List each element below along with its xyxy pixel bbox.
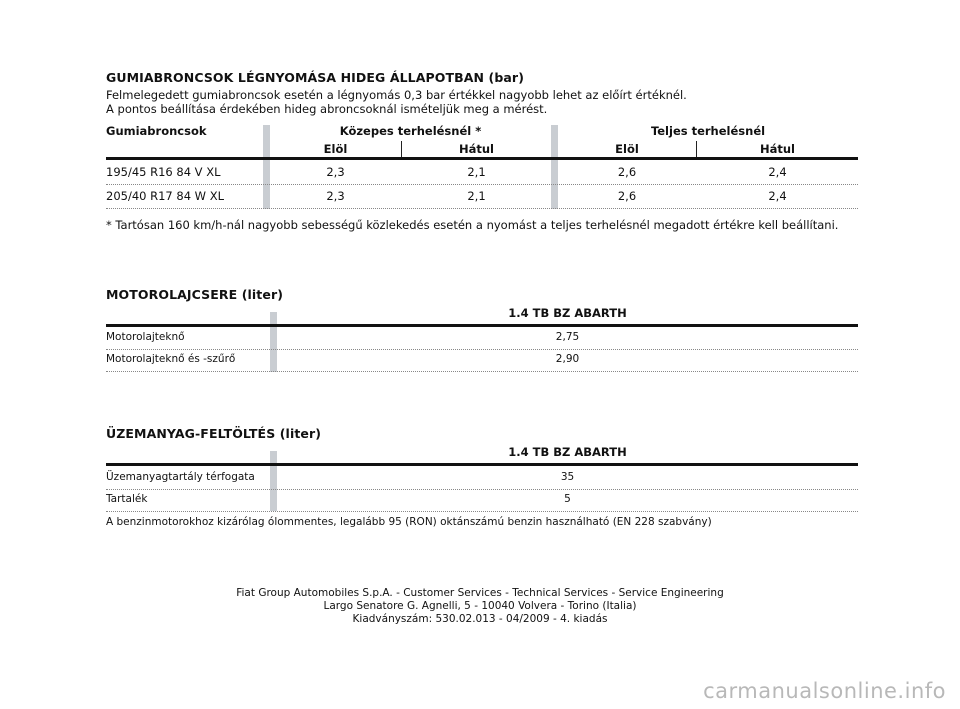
fuel-section-title: ÜZEMANYAG-FELTÖLTÉS (liter): [106, 426, 322, 441]
row-divider: [106, 511, 858, 512]
column-separator: [270, 451, 277, 511]
oil-row-label: Motorolajteknő és -szűrő: [106, 353, 236, 365]
subheader-medium-rear: Hátul: [458, 142, 494, 156]
row-divider: [106, 184, 858, 185]
subheader-medium-front: Elöl: [323, 142, 348, 156]
fuel-row-label: Tartalék: [106, 493, 148, 505]
tire-size-cell: 195/45 R16 84 V XL: [106, 165, 221, 179]
row-divider: [106, 371, 858, 372]
pressure-cell: 2,3: [326, 189, 345, 203]
row-divider: [106, 489, 858, 490]
oil-model-header: 1.4 TB BZ ABARTH: [508, 306, 627, 320]
col-header-medium-load: Közepes terhelésnél *: [339, 124, 482, 138]
tire-footnote: * Tartósan 160 km/h-nál nagyobb sebességű közlekedés esetén a nyomást a teljes terhelésnél megadott értékre kell beállítani.: [106, 218, 839, 232]
subheader-full-rear: Hátul: [759, 142, 795, 156]
tire-intro-line1: Felmelegedett gumiabroncsok esetén a légnyomás 0,3 bar értékkel nagyobb lehet az előírt értéknél.: [106, 88, 687, 102]
pressure-cell: 2,1: [467, 165, 486, 179]
pressure-cell: 2,4: [768, 165, 787, 179]
publisher-line: Fiat Group Automobiles S.p.A. - Customer Services - Technical Services - Service Engineering: [236, 587, 724, 599]
column-separator: [551, 125, 558, 209]
fuel-row-label: Üzemanyagtartály térfogata: [106, 471, 255, 483]
tire-size-cell: 205/40 R17 84 W XL: [106, 189, 224, 203]
tire-intro-line2: A pontos beállítása érdekében hideg abroncsoknál ismételjük meg a mérést.: [106, 102, 548, 116]
oil-section-title: MOTOROLAJCSERE (liter): [106, 287, 284, 302]
address-line: Largo Senatore G. Agnelli, 5 - 10040 Volvera - Torino (Italia): [323, 600, 637, 612]
fuel-note: A benzinmotorokhoz kizárólag ólommentes, legalább 95 (RON) oktánszámú benzin használható (EN 228 szabvány): [106, 516, 712, 528]
subheader-full-front: Elöl: [615, 142, 639, 156]
pressure-cell: 2,6: [617, 165, 637, 179]
column-separator: [270, 312, 277, 372]
oil-row-value: 2,90: [555, 353, 580, 365]
fuel-row-value: 5: [564, 493, 571, 505]
watermark-text: carmanualsonline.info: [703, 679, 946, 703]
header-rule: [106, 157, 858, 160]
pressure-cell: 2,3: [326, 165, 345, 179]
fuel-row-value: 35: [560, 471, 575, 483]
col-header-tire: Gumiabroncsok: [106, 124, 207, 138]
row-divider: [106, 208, 858, 209]
oil-row-label: Motorolajteknő: [106, 331, 185, 343]
row-divider: [106, 349, 858, 350]
col-header-full-load: Teljes terhelésnél: [650, 124, 766, 138]
header-rule: [106, 463, 858, 466]
publication-number: Kiadványszám: 530.02.013 - 04/2009 - 4. kiadás: [352, 613, 608, 625]
fuel-model-header: 1.4 TB BZ ABARTH: [508, 445, 627, 459]
pressure-cell: 2,1: [467, 189, 486, 203]
pressure-cell: 2,4: [768, 189, 787, 203]
column-separator: [263, 125, 270, 209]
oil-row-value: 2,75: [555, 331, 580, 343]
tire-section-title: GUMIABRONCSOK LÉGNYOMÁSA HIDEG ÁLLAPOTBAN (bar): [106, 70, 525, 85]
header-rule: [106, 324, 858, 327]
pressure-cell: 2,6: [617, 189, 637, 203]
